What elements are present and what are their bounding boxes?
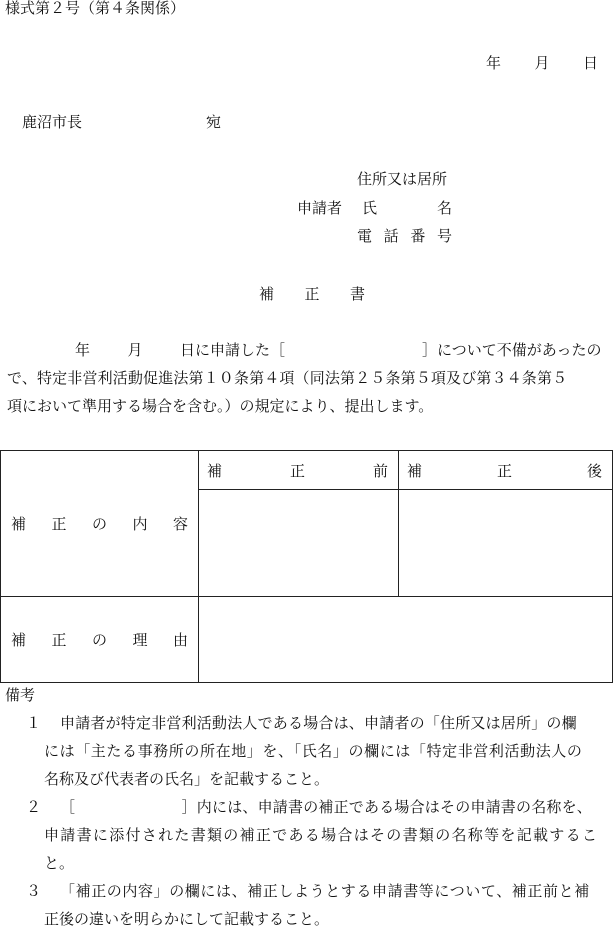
note-3-line-2: 正後の違いを明らかにして記載すること。 (44, 910, 330, 928)
title-char-1: 補 (259, 285, 275, 303)
content-label-char: 補 (11, 515, 27, 533)
note-1-number: １ (26, 714, 42, 732)
reason-label-cell (1, 597, 199, 683)
note-3-number: ３ (26, 882, 42, 900)
form-number: 様式第２号（第４条関係） (5, 0, 186, 17)
after-header-char: 後 (586, 462, 602, 480)
before-header-char: 前 (372, 462, 388, 480)
content-label-char: 内 (132, 515, 148, 533)
applicant-address-label: 住所又は居所 (357, 170, 448, 188)
before-header-cell (199, 451, 399, 490)
body-line-3: 項において準用する場合を含む。）の規定により、提出します。 (7, 397, 434, 415)
body-day-applied: 日に申請した［ (179, 341, 285, 359)
note-2-number: ２ (26, 798, 42, 816)
note-1-line-3: 名称及び代表者の氏名」を記載すること。 (44, 770, 330, 788)
applicant-label: 申請者 (297, 199, 343, 217)
body-line-1-date (75, 343, 285, 358)
phone-char-4: 号 (436, 227, 452, 245)
note-1-line-1: 申請者が特定非営利活動法人である場合は、申請者の「住所又は居所」の欄 (60, 714, 577, 732)
after-header (399, 451, 612, 479)
applicant-name-label (362, 201, 452, 216)
reason-label-char: 由 (172, 631, 188, 649)
note-2-line-1: ［ ］内には、申請書の補正である場合はその申請書の名称を、 (60, 798, 593, 816)
correction-table (0, 450, 613, 683)
phone-char-2: 話 (383, 227, 399, 245)
after-content-field[interactable] (399, 490, 613, 597)
name-char-2: 名 (436, 199, 452, 217)
body-line-1-rest: ］について不備があったの (422, 341, 602, 359)
note-1-line-2: には「主たる事務所の所在地」を、「氏名」の欄には「特定非営利活動法人の (44, 742, 583, 760)
note-2-line-2: 申請書に添付された書類の補正である場合はその書類の名称等を記載するこ (44, 826, 599, 844)
note-3-line-1: 「補正の内容」の欄には、補正しようとする申請書等について、補正前と補 (60, 882, 590, 900)
reason-label (1, 629, 198, 650)
title-char-2: 正 (304, 285, 320, 303)
date-line (486, 56, 598, 71)
phone-char-3: 番 (410, 227, 426, 245)
before-content-field[interactable] (199, 490, 399, 597)
before-header-char: 補 (207, 462, 223, 480)
note-2-line-3: と。 (44, 854, 75, 872)
addressee-name: 鹿沼市長 (22, 113, 83, 131)
addressee-honorific: 宛 (206, 113, 222, 131)
content-label-cell (1, 451, 199, 597)
date-month-label: 月 (534, 54, 550, 72)
reason-label-char: 補 (11, 631, 27, 649)
notes-heading: 備考 (5, 686, 36, 704)
before-header (199, 451, 398, 479)
reason-label-char: 正 (51, 631, 67, 649)
after-header-char: 正 (496, 462, 512, 480)
content-label-char: の (91, 515, 107, 533)
after-header-cell (399, 451, 613, 490)
content-label (1, 513, 198, 534)
date-year-label: 年 (486, 54, 502, 72)
reason-label-char: 理 (132, 631, 148, 649)
name-char-1: 氏 (362, 199, 378, 217)
applicant-phone-label (357, 229, 452, 244)
before-header-char: 正 (289, 462, 305, 480)
title-char-3: 書 (349, 285, 365, 303)
reason-field[interactable] (199, 597, 613, 683)
phone-char-1: 電 (357, 227, 373, 245)
content-label-char: 正 (51, 515, 67, 533)
document-title (259, 287, 365, 302)
after-header-char: 補 (407, 462, 423, 480)
reason-label-char: の (91, 631, 107, 649)
body-month: 月 (127, 341, 143, 359)
body-year: 年 (75, 341, 91, 359)
body-line-2: で、特定非営利活動促進法第１０条第４項（同法第２５条第５項及び第３４条第５ (7, 369, 568, 387)
content-label-char: 容 (172, 515, 188, 533)
date-day-label: 日 (582, 54, 598, 72)
